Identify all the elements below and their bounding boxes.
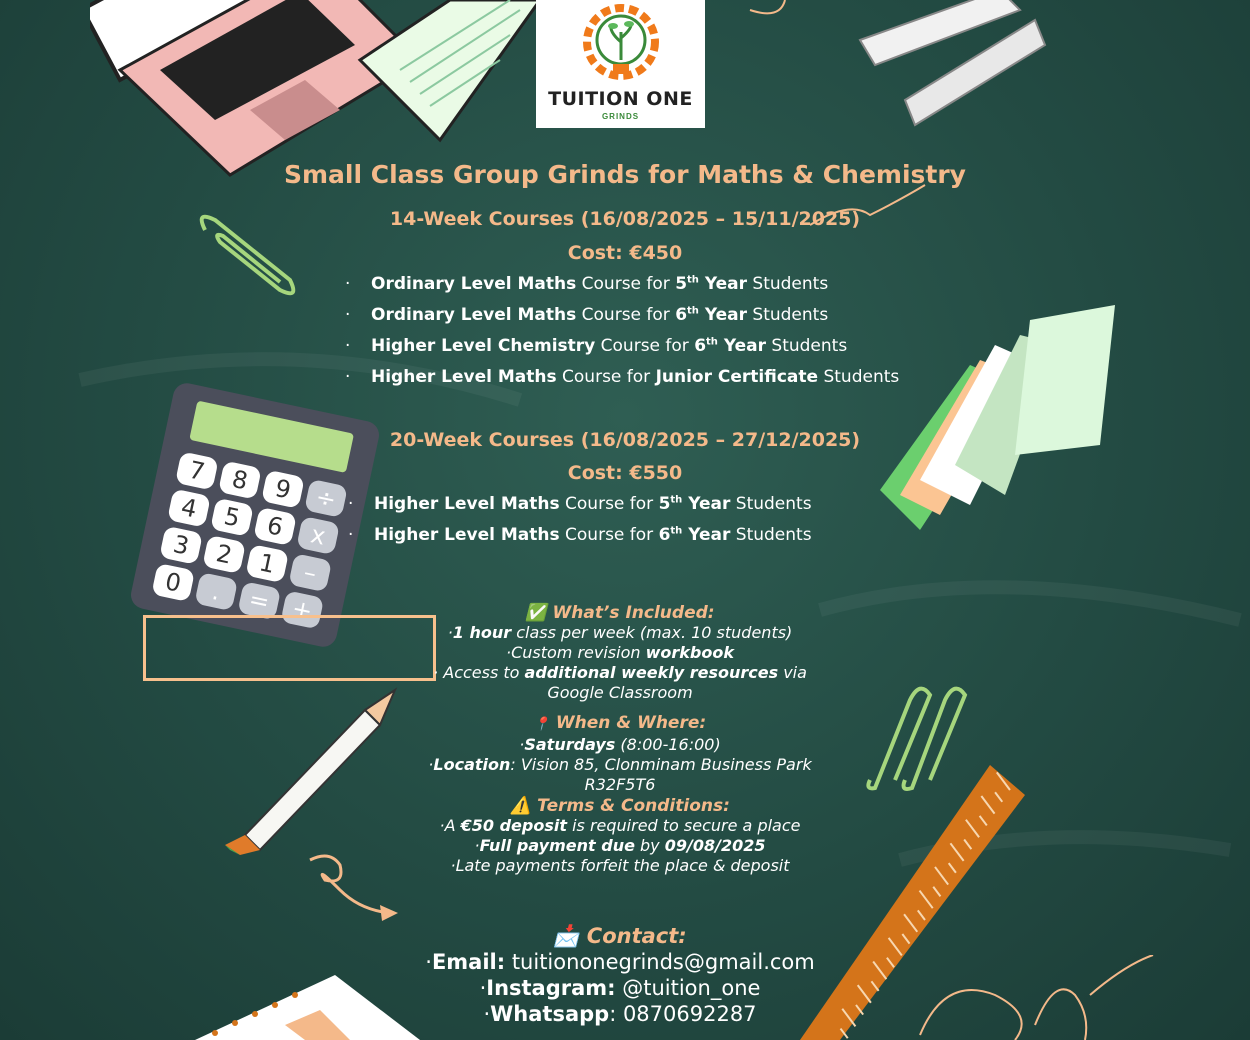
calculator-key: 8 (218, 461, 262, 500)
contact-instagram[interactable]: ·Instagram: @tuition_one (479, 976, 761, 1000)
swirl-decoration-bottom (915, 955, 1160, 1040)
calculator-key: = (237, 581, 281, 620)
bullet: · (348, 525, 354, 545)
calculator-key: 0 (151, 563, 195, 602)
course-subject: Higher Level Maths (374, 525, 560, 545)
when-line-2: ·Location: Vision 85, Clonminam Business Park (428, 755, 812, 774)
course20-cost: Cost: €550 (567, 462, 683, 484)
included-line-1: ·1 hour class per week (max. 10 students) (447, 623, 793, 642)
course-subject: Higher Level Chemistry (371, 336, 596, 356)
checkmark-icon: ✅ (525, 603, 547, 623)
course14-cost: Cost: €450 (567, 242, 683, 264)
course14-item: · Higher Level Chemistry Course for 6th Year Students (345, 336, 848, 356)
calculator-key: . (194, 572, 238, 611)
course20-item: · Higher Level Maths Course for 6th Year Students (348, 525, 812, 545)
envelope-icon: 📩 (553, 924, 580, 948)
logo-sub: GRINDS (601, 112, 640, 121)
contact-heading: 📩 Contact: (553, 924, 687, 948)
pencil-illustration (215, 685, 405, 855)
contact-whatsapp[interactable]: ·Whatsapp: 0870692287 (483, 1002, 757, 1026)
calculator-key: ÷ (304, 479, 348, 518)
included-section (400, 603, 840, 703)
course-subject: Ordinary Level Maths (371, 305, 577, 325)
included-line-2: ·Custom revision workbook (506, 643, 734, 662)
calculator-key: + (280, 590, 324, 629)
course20-heading: 20-Week Courses (16/08/2025 – 27/12/2025) (389, 429, 861, 451)
calculator-key: 4 (167, 489, 211, 528)
course14-item: · Higher Level Maths Course for Junior Certificate Students (345, 367, 900, 387)
terms-section (400, 796, 840, 876)
when-section (400, 713, 840, 795)
calculator-key: 9 (261, 470, 305, 509)
calculator-key: – (288, 553, 332, 592)
terms-line-2: ·Full payment due by 09/08/2025 (474, 836, 766, 855)
when-heading: 📍 When & Where: (533, 713, 707, 733)
lightbulb-gear-icon (579, 2, 663, 84)
course-subject: Ordinary Level Maths (371, 274, 577, 294)
when-line-3: R32F5T6 (584, 775, 656, 794)
contact-section (300, 923, 940, 1027)
bullet: · (345, 274, 351, 294)
bullet: · (345, 367, 351, 387)
curved-arrow-icon (300, 835, 410, 925)
page-title: Small Class Group Grinds for Maths & Chemistry (284, 160, 966, 189)
course-subject: Higher Level Maths (374, 494, 560, 514)
warning-icon: ⚠️ (510, 796, 532, 816)
when-line-1: ·Saturdays (8:00-16:00) (519, 735, 721, 754)
terms-heading: ⚠️ Terms & Conditions: (510, 796, 730, 816)
calculator-key: 2 (202, 535, 246, 574)
calculator-key: 7 (175, 451, 219, 490)
calculator-key: x (296, 516, 340, 555)
terms-line-3: ·Late payments forfeit the place & deposit (450, 856, 790, 875)
included-heading: ✅ What’s Included: (525, 603, 715, 623)
logo-name: TUITION ONE (548, 88, 693, 110)
included-line-4: Google Classroom (547, 683, 693, 702)
bullet: · (345, 336, 351, 356)
course-subject: Higher Level Maths (371, 367, 557, 387)
pin-icon: 📍 (533, 717, 550, 732)
paper-sheets-top (340, 0, 540, 150)
course14-item: · Ordinary Level Maths Course for 6th Year Students (345, 305, 829, 325)
contact-email[interactable]: ·Email: tuitiononegrinds@gmail.com (425, 950, 815, 974)
swirl-decoration (740, 0, 940, 240)
terms-line-1: ·A €50 deposit is required to secure a place (439, 816, 801, 835)
included-line-3: · Access to additional weekly resources via (433, 663, 807, 682)
bullet: · (348, 494, 354, 514)
bullet: · (345, 305, 351, 325)
course20-item: · Higher Level Maths Course for 5th Year Students (348, 494, 812, 514)
course14-item: · Ordinary Level Maths Course for 5th Year Students (345, 274, 829, 294)
course14-heading: 14-Week Courses (16/08/2025 – 15/11/2025) (389, 208, 861, 230)
sticky-notes (875, 305, 1120, 535)
outline-box (143, 615, 436, 681)
calculator-key: 6 (253, 507, 297, 546)
calculator-key: 5 (210, 498, 254, 537)
calculator-key: 3 (159, 526, 203, 565)
logo-box (536, 0, 705, 128)
calculator-key: 1 (245, 544, 289, 583)
